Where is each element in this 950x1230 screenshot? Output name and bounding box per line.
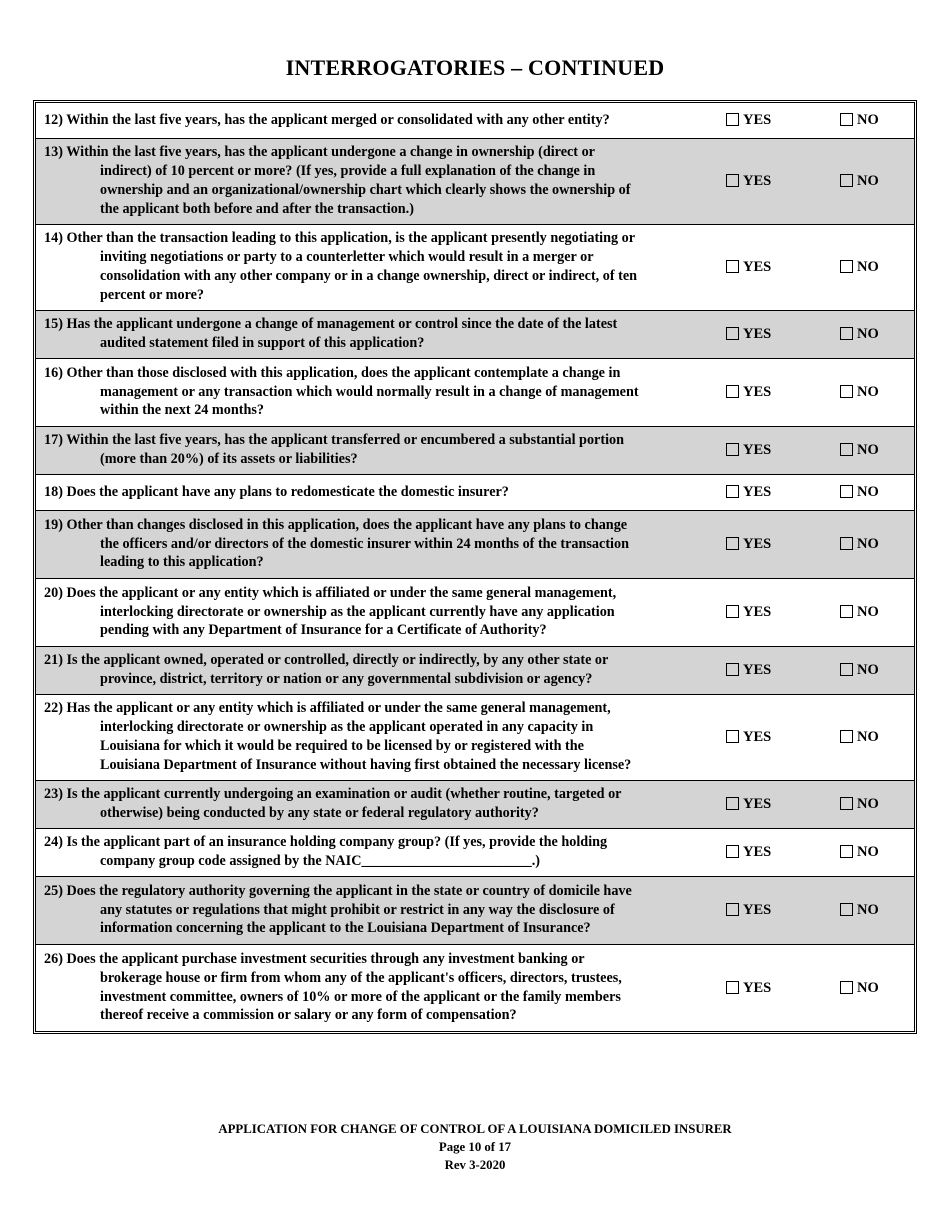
yes-option[interactable]: [696, 844, 808, 861]
no-option[interactable]: [808, 980, 898, 997]
no-checkbox[interactable]: [840, 845, 853, 858]
question-text: [36, 140, 696, 223]
no-checkbox[interactable]: [840, 385, 853, 398]
yes-label: YES: [743, 979, 772, 996]
no-checkbox[interactable]: [840, 605, 853, 618]
question-line: 20) Does the applicant or any entity which is affiliated or under the same general management,: [44, 584, 617, 601]
footer-revision: Rev 3-2020: [444, 1158, 506, 1172]
interrogatories-table: [33, 100, 917, 1034]
question-text: [36, 226, 696, 309]
question-text: [36, 108, 696, 134]
yes-label: YES: [743, 442, 772, 458]
question-row: [36, 829, 914, 877]
yes-label: YES: [743, 844, 772, 860]
question-line: any statutes or regulations that might prohibit or restrict in any way the disclosure of: [100, 901, 615, 918]
yes-option[interactable]: [696, 484, 808, 501]
no-option[interactable]: [808, 729, 898, 746]
question-line: 15) Has the applicant undergone a change of management or control since the date of the latest: [44, 316, 618, 333]
yes-option[interactable]: [696, 662, 808, 679]
question-line: percent or more?: [100, 286, 205, 303]
yes-checkbox[interactable]: [726, 981, 739, 994]
question-line: 21) Is the applicant owned, operated or controlled, directly or indirectly, by any other state or: [44, 652, 609, 669]
question-text: [36, 513, 696, 577]
no-label: NO: [857, 844, 879, 860]
question-line: 13) Within the last five years, has the applicant undergone a change in ownership (direct or: [44, 144, 595, 161]
question-text: [36, 428, 696, 473]
no-checkbox[interactable]: [840, 260, 853, 273]
no-label: NO: [857, 662, 879, 678]
question-row: [36, 427, 914, 475]
question-line: management or any transaction which would normally result in a change of management: [100, 383, 639, 400]
yes-option[interactable]: [696, 384, 808, 401]
question-text: [36, 312, 696, 357]
question-text: [36, 947, 696, 1030]
no-checkbox[interactable]: [840, 485, 853, 498]
question-line: the officers and/or directors of the domestic insurer within 24 months of the transaction: [100, 535, 629, 552]
question-text: [36, 480, 696, 506]
footer-form-title: APPLICATION FOR CHANGE OF CONTROL OF A LOUISIANA DOMICILED INSURER: [218, 1122, 732, 1136]
yes-label: YES: [743, 484, 772, 500]
no-checkbox[interactable]: [840, 663, 853, 676]
question-row: [36, 511, 914, 579]
no-label: NO: [857, 112, 879, 128]
question-row: [36, 225, 914, 311]
question-line: province, district, territory or nation or any governmental subdivision or agency?: [100, 671, 593, 687]
yes-option[interactable]: [696, 173, 808, 190]
no-checkbox[interactable]: [840, 113, 853, 126]
no-label: NO: [857, 536, 879, 552]
yes-option[interactable]: [696, 112, 808, 129]
no-option[interactable]: [808, 796, 898, 813]
question-row: [36, 579, 914, 647]
no-label: NO: [857, 484, 879, 500]
no-option[interactable]: [808, 442, 898, 459]
yes-option[interactable]: [696, 604, 808, 621]
question-text: [36, 581, 696, 645]
question-line: audited statement filed in support of this application?: [100, 335, 425, 351]
yes-checkbox[interactable]: [726, 605, 739, 618]
no-option[interactable]: [808, 259, 898, 276]
question-text: [36, 696, 696, 779]
no-label: NO: [857, 326, 879, 342]
question-line: 19) Other than changes disclosed in this application, does the applicant have any plans to change: [44, 516, 628, 533]
yes-label: YES: [743, 259, 772, 275]
question-line: otherwise) being conducted by any state or federal regulatory authority?: [100, 805, 539, 821]
question-line: consolidation with any other company or in a change ownership, direct or indirect, of ten: [100, 268, 638, 284]
yes-option[interactable]: [696, 326, 808, 343]
question-line: thereof receive a commission or salary or any form of compensation?: [100, 1007, 517, 1024]
no-option[interactable]: [808, 844, 898, 861]
yes-option[interactable]: [696, 980, 808, 997]
question-line: inviting negotiations or party to a counterletter which would result in a merger or: [100, 249, 594, 266]
yes-option[interactable]: [696, 536, 808, 553]
no-checkbox[interactable]: [840, 327, 853, 340]
yes-checkbox[interactable]: [726, 730, 739, 743]
yes-label: YES: [743, 729, 772, 745]
question-line: 24) Is the applicant part of an insurance holding company group? (If yes, provide the holding: [44, 834, 608, 851]
yes-label: YES: [743, 112, 772, 128]
yes-checkbox[interactable]: [726, 385, 739, 398]
yes-label: YES: [743, 326, 772, 342]
question-row: [36, 359, 914, 427]
yes-checkbox[interactable]: [726, 663, 739, 676]
no-label: NO: [857, 604, 879, 620]
yes-checkbox[interactable]: [726, 797, 739, 810]
yes-checkbox[interactable]: [726, 443, 739, 456]
question-line: 14) Other than the transaction leading to this application, is the applicant presently negotiating or: [44, 230, 636, 247]
yes-label: YES: [743, 384, 772, 400]
no-checkbox[interactable]: [840, 537, 853, 550]
page-title: INTERROGATORIES – CONTINUED: [285, 55, 665, 80]
footer-page-number: Page 10 of 17: [438, 1140, 512, 1154]
yes-checkbox[interactable]: [726, 174, 739, 187]
no-checkbox[interactable]: [840, 443, 853, 456]
no-checkbox[interactable]: [840, 981, 853, 994]
yes-checkbox[interactable]: [726, 260, 739, 273]
no-label: NO: [857, 902, 879, 918]
question-line: the applicant both before and after the transaction.): [100, 200, 414, 217]
yes-option[interactable]: [696, 442, 808, 459]
no-option[interactable]: [808, 536, 898, 553]
no-label: NO: [857, 979, 879, 996]
question-row: [36, 877, 914, 945]
yes-label: YES: [743, 604, 772, 620]
yes-label: YES: [743, 662, 772, 678]
yes-option[interactable]: [696, 796, 808, 813]
question-line: Louisiana for which it would be required to be licensed by or registered with the: [100, 738, 584, 754]
question-line: within the next 24 months?: [100, 402, 264, 419]
question-line: indirect) of 10 percent or more? (If yes, provide a full explanation of the change in: [100, 163, 596, 180]
question-line: 12) Within the last five years, has the applicant merged or consolidated with any other entity?: [44, 111, 610, 128]
no-label: NO: [857, 729, 879, 745]
no-option[interactable]: [808, 384, 898, 401]
no-checkbox[interactable]: [840, 903, 853, 916]
no-option[interactable]: [808, 326, 898, 343]
yes-option[interactable]: [696, 729, 808, 746]
yes-checkbox[interactable]: [726, 327, 739, 340]
question-row: [36, 103, 914, 139]
no-option[interactable]: [808, 484, 898, 501]
no-label: NO: [857, 173, 879, 189]
question-line: 18) Does the applicant have any plans to redomesticate the domestic insurer?: [44, 483, 509, 500]
question-line: 17) Within the last five years, has the applicant transferred or encumbered a substantial portion: [44, 432, 624, 449]
question-line: 16) Other than those disclosed with this application, does the applicant contemplate a change in: [44, 364, 621, 381]
question-text: [36, 879, 696, 943]
question-line: information concerning the applicant to the Louisiana Department of Insurance?: [100, 920, 591, 937]
question-row: [36, 647, 914, 695]
no-option[interactable]: [808, 902, 898, 919]
no-checkbox[interactable]: [840, 174, 853, 187]
question-line: Louisiana Department of Insurance without having first obtained the necessary license?: [100, 756, 632, 773]
question-line: 26) Does the applicant purchase investment securities through any investment banking or: [44, 950, 585, 967]
no-checkbox[interactable]: [840, 797, 853, 810]
question-row: [36, 781, 914, 829]
yes-checkbox[interactable]: [726, 485, 739, 498]
question-line: brokerage house or firm from whom any of the applicant's officers, directors, trustees,: [100, 969, 622, 986]
no-label: NO: [857, 259, 879, 275]
question-line: interlocking directorate or ownership as the applicant currently have any application: [100, 603, 615, 620]
no-label: NO: [857, 384, 879, 400]
no-checkbox[interactable]: [840, 730, 853, 743]
no-option[interactable]: [808, 662, 898, 679]
yes-checkbox[interactable]: [726, 845, 739, 858]
question-text: [36, 782, 696, 827]
question-row: [36, 139, 914, 225]
yes-label: YES: [743, 536, 772, 552]
no-option[interactable]: [808, 112, 898, 129]
yes-option[interactable]: [696, 259, 808, 276]
question-line: interlocking directorate or ownership as the applicant operated in any capacity in: [100, 719, 594, 736]
yes-label: YES: [743, 173, 772, 189]
question-line: 23) Is the applicant currently undergoing an examination or audit (whether routine, targeted or: [44, 786, 622, 803]
no-option[interactable]: [808, 173, 898, 190]
question-line: 25) Does the regulatory authority governing the applicant in the state or country of domicile have: [44, 882, 632, 899]
question-row: [36, 695, 914, 781]
question-line: investment committee, owners of 10% or more of the applicant or the family members: [100, 988, 621, 1005]
question-text: [36, 361, 696, 425]
page-footer: [0, 1120, 950, 1174]
yes-option[interactable]: [696, 902, 808, 919]
no-label: NO: [857, 442, 879, 458]
no-option[interactable]: [808, 604, 898, 621]
question-line: 22) Has the applicant or any entity which is affiliated or under the same general management,: [44, 700, 611, 717]
question-line: ownership and an organizational/ownership chart which clearly shows the ownership of: [100, 182, 631, 198]
question-line: (more than 20%) of its assets or liabilities?: [100, 451, 358, 467]
no-label: NO: [857, 796, 879, 812]
yes-label: YES: [743, 796, 772, 812]
question-line: pending with any Department of Insurance for a Certificate of Authority?: [100, 622, 547, 639]
question-line: leading to this application?: [100, 554, 264, 571]
yes-checkbox[interactable]: [726, 903, 739, 916]
yes-label: YES: [743, 902, 772, 918]
question-text: [36, 648, 696, 693]
yes-checkbox[interactable]: [726, 537, 739, 550]
question-row: [36, 311, 914, 359]
question-row: [36, 945, 914, 1031]
question-text: [36, 830, 696, 875]
question-row: [36, 475, 914, 511]
yes-checkbox[interactable]: [726, 113, 739, 126]
question-line: company group code assigned by the NAIC________________________.): [100, 853, 540, 869]
